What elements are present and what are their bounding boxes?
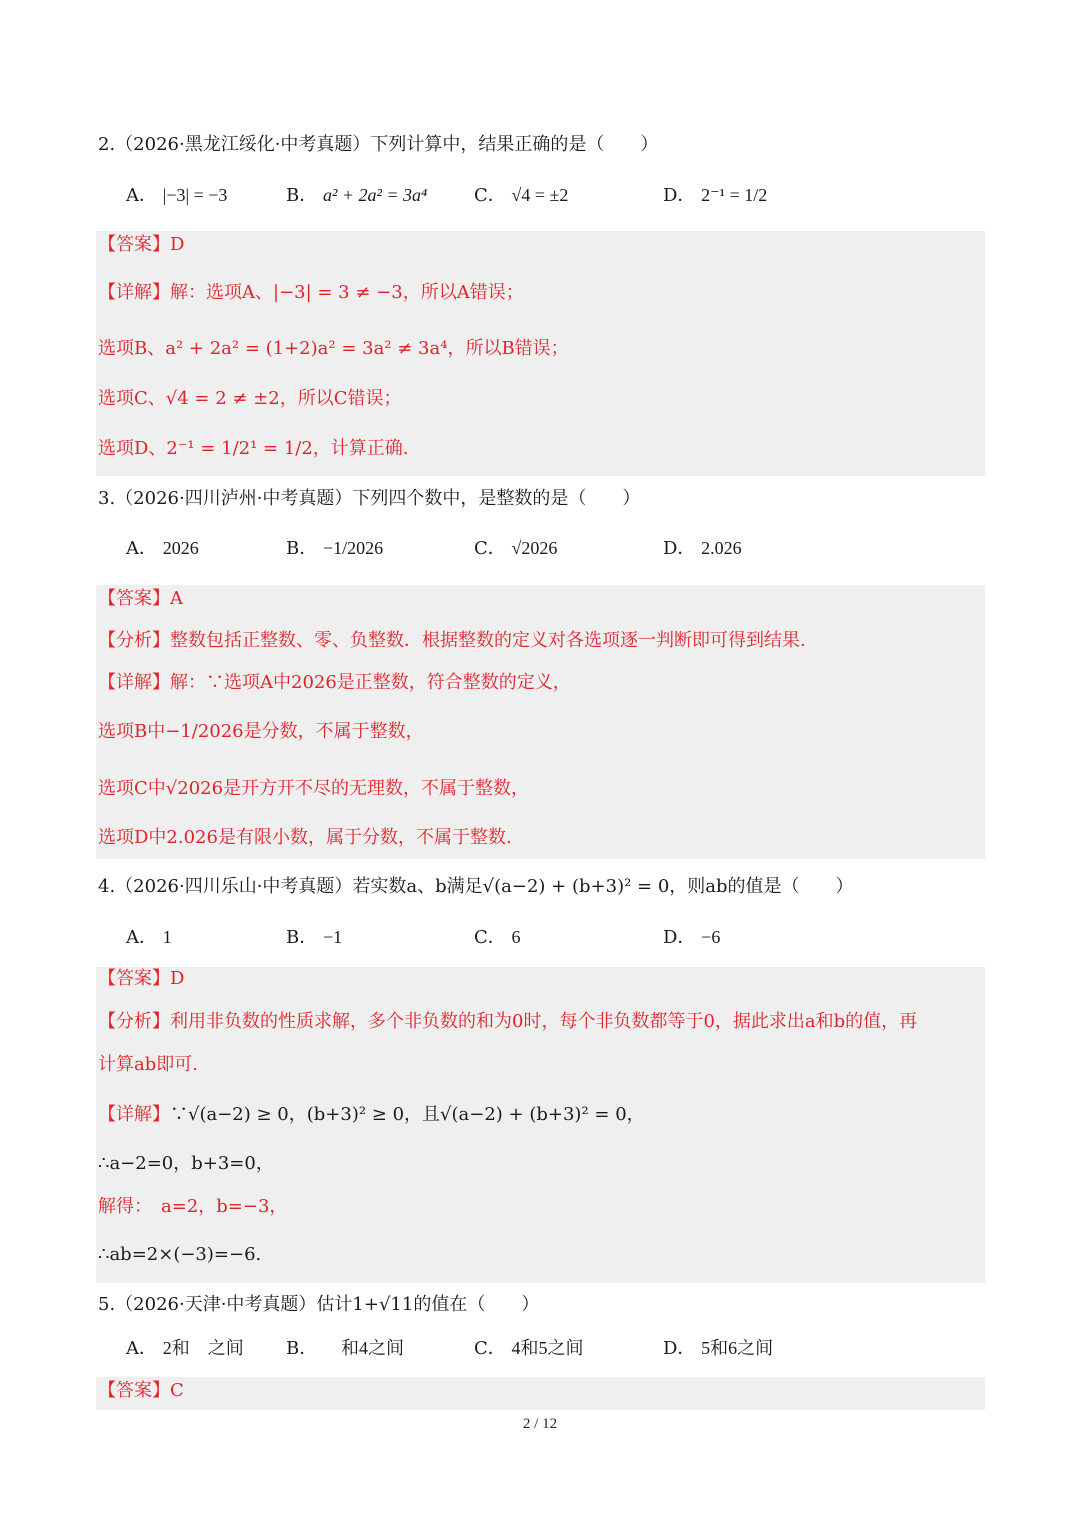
option-label: C．: [474, 927, 506, 948]
detail-text: 解：选项A、|−3| = 3 ≠ −3，所以A错误；: [170, 282, 524, 303]
answer-value: C: [170, 1380, 184, 1401]
q5-option-c[interactable]: [474, 1335, 584, 1362]
q2-detail-3: 选项C、√4 = 2 ≠ ±2，所以C错误；: [98, 388, 402, 409]
q3-stem: 3.（2026·四川泸州·中考真题）下列四个数中，是整数的是（ ）: [98, 488, 641, 509]
option-label: B．: [286, 185, 318, 206]
q5-option-b-text: 和4之间: [322, 1338, 404, 1358]
q4-detail-2: ∴a−2=0，b+3=0，: [98, 1153, 274, 1174]
q4-stem: 4.（2026·四川乐山·中考真题）若实数a、b满足√(a−2) + (b+3)² = 0，则ab的值是（ ）: [98, 876, 854, 897]
option-label: A．: [126, 538, 157, 559]
q3-detail-4: 选项D中2.026是有限小数，属于分数，不属于整数.: [98, 827, 512, 848]
q3-detail-3: 选项C中√2026是开方开不尽的无理数，不属于整数，: [98, 778, 530, 799]
q4-option-a-math: 1: [162, 927, 172, 947]
answer-value: D: [170, 234, 185, 255]
q4-analysis-1: [98, 1009, 917, 1035]
q5-option-d[interactable]: [663, 1335, 773, 1362]
analysis-text: 利用非负数的性质求解，多个非负数的和为0时，每个非负数都等于0，据此求出a和b的值，再: [170, 1011, 918, 1032]
q3-detail-2: 选项B中−1/2026是分数，不属于整数，: [98, 721, 424, 742]
detail-text: ∵√(a−2) ≥ 0，(b+3)² ≥ 0，且√(a−2) + (b+3)² = 0，: [170, 1104, 645, 1125]
option-label: C．: [474, 185, 506, 206]
answer-tag: 【答案】: [98, 1380, 170, 1401]
q2-detail-1: [98, 280, 524, 306]
q4-option-d-math: −6: [701, 927, 721, 947]
analysis-tag: 【分析】: [98, 630, 170, 651]
q3-option-d[interactable]: [663, 535, 742, 562]
q4-option-b-math: −1: [322, 927, 343, 947]
option-label: C．: [474, 1338, 506, 1359]
analysis-tag: 【分析】: [98, 1011, 170, 1032]
q4-detail-3: 解得： a=2，b=−3，: [98, 1196, 288, 1217]
q5-solution-band: [96, 1377, 985, 1410]
q2-option-a[interactable]: [126, 182, 227, 209]
q3-analysis: [98, 628, 806, 654]
q3-option-c[interactable]: [474, 535, 557, 562]
q3-option-d-math: 2.026: [701, 538, 742, 558]
option-label: C．: [474, 538, 506, 559]
detail-tag: 【详解】: [98, 282, 170, 303]
q5-option-a-text: 2和 之间: [162, 1338, 244, 1358]
answer-tag: 【答案】: [98, 234, 170, 255]
q2-option-d-math: 2⁻¹ = 1/2: [701, 185, 768, 205]
q3-option-a-math: 2026: [162, 538, 199, 558]
q4-detail-1: [98, 1102, 645, 1128]
q2-answer: [98, 232, 184, 258]
q2-option-c-math: √4 = ±2: [511, 185, 569, 205]
q2-option-d[interactable]: [663, 182, 767, 209]
q2-detail-2: 选项B、a² + 2a² = (1+2)a² = 3a² ≠ 3a⁴，所以B错误；: [98, 338, 569, 359]
q2-detail-4: 选项D、2⁻¹ = 1/2¹ = 1/2，计算正确.: [98, 438, 409, 459]
q3-detail-1: [98, 670, 571, 696]
q2-stem: 2.（2026·黑龙江绥化·中考真题）下列计算中，结果正确的是（ ）: [98, 134, 659, 155]
q2-option-b[interactable]: [286, 182, 427, 209]
option-label: B．: [286, 927, 318, 948]
q4-option-c-math: 6: [511, 927, 521, 947]
option-label: D．: [663, 185, 696, 206]
q4-analysis-2: 计算ab即可.: [98, 1054, 198, 1075]
option-label: B．: [286, 1338, 318, 1359]
q5-answer: [98, 1378, 184, 1404]
q2-option-a-math: |−3| = −3: [162, 185, 228, 205]
q3-option-a[interactable]: [126, 535, 199, 562]
q3-option-b[interactable]: [286, 535, 383, 562]
answer-tag: 【答案】: [98, 968, 170, 989]
q5-stem: 5.（2026·天津·中考真题）估计1+√11的值在（ ）: [98, 1294, 540, 1315]
q5-option-c-text: 4和5之间: [511, 1338, 584, 1358]
option-label: D．: [663, 1338, 696, 1359]
q3-option-b-math: −1/2026: [322, 538, 384, 558]
answer-value: D: [170, 968, 185, 989]
q4-detail-4: ∴ab=2×(−3)=−6.: [98, 1244, 262, 1265]
option-label: A．: [126, 1338, 157, 1359]
answer-tag: 【答案】: [98, 588, 170, 609]
option-label: D．: [663, 927, 696, 948]
answer-value: A: [170, 588, 183, 609]
q3-option-c-math: √2026: [511, 538, 558, 558]
q4-option-b[interactable]: [286, 924, 342, 951]
detail-text: 解：∵选项A中2026是正整数，符合整数的定义，: [170, 672, 571, 693]
option-label: A．: [126, 927, 157, 948]
analysis-text: 整数包括正整数、零、负整数．根据整数的定义对各选项逐一判断即可得到结果.: [170, 630, 806, 651]
q4-answer: [98, 966, 184, 992]
option-label: A．: [126, 185, 157, 206]
page-number: 2 / 12: [522, 1416, 558, 1432]
detail-tag: 【详解】: [98, 1104, 170, 1125]
q5-option-a[interactable]: [126, 1335, 244, 1362]
q3-answer: [98, 586, 183, 612]
q2-option-c[interactable]: [474, 182, 568, 209]
option-label: D．: [663, 538, 696, 559]
option-label: B．: [286, 538, 318, 559]
q5-option-b[interactable]: [286, 1335, 404, 1362]
q4-option-a[interactable]: [126, 924, 172, 951]
q5-option-d-text: 5和6之间: [701, 1338, 774, 1358]
detail-tag: 【详解】: [98, 672, 170, 693]
q4-option-d[interactable]: [663, 924, 720, 951]
q2-option-b-math: a² + 2a² = 3a⁴: [322, 185, 428, 205]
q4-option-c[interactable]: [474, 924, 521, 951]
